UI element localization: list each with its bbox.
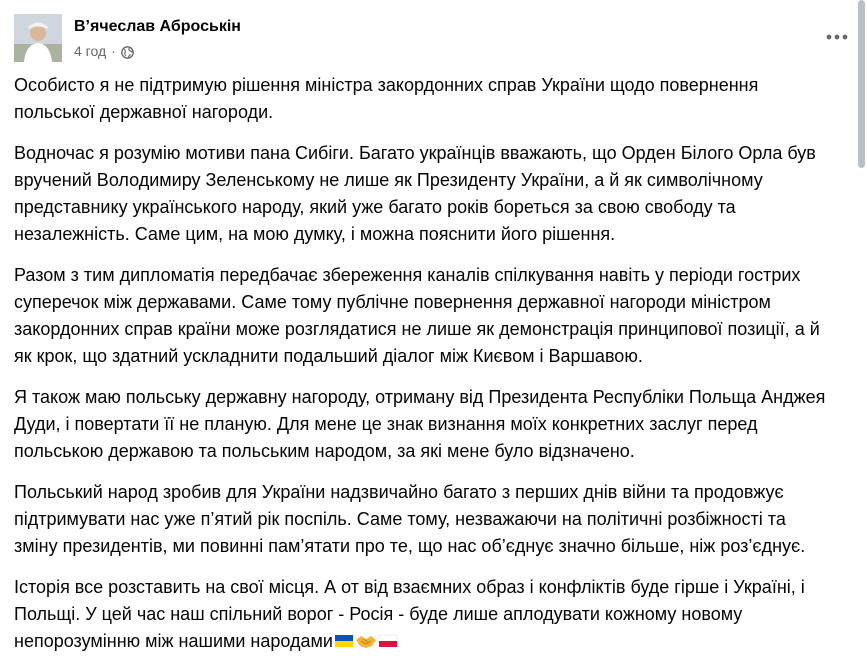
post-paragraph: Польський народ зробив для України надзвичайно багато з перших днів війни та продовжує підтримувати нас уже п’ятий рік поспіль. Саме тому, незважаючи на політичні розбіжності та зміну президентів, ми повинні пам’ятати про те, що нас об’єднує значно більше, ніж роз’єднує.: [14, 482, 806, 556]
author-name[interactable]: В’ячеслав Аброськін: [74, 18, 241, 35]
post-paragraph: Разом з тим дипломатія передбачає збереження каналів спілкування навіть у періоди гострих суперечок між державами. Саме тому публічне повернення державної нагороди міністром закордонних справ країни може розглядатися не лише як демонстрація принципової позиції, а й як крок, що здатний ускладнити подальший діалог між Києвом і Варшавою.: [14, 265, 820, 366]
avatar[interactable]: [14, 14, 62, 62]
post-header: [14, 14, 241, 62]
post-body: [14, 72, 834, 671]
post-paragraph: Особисто я не підтримую рішення міністра закордонних справ України щодо повернення польської державної нагороди.: [14, 75, 759, 122]
handshake-icon: [355, 630, 377, 657]
more-options-icon[interactable]: [819, 22, 855, 52]
post-paragraph: Водночас я розумію мотиви пана Сибіги. Багато українців вважають, що Орден Білого Орла був вручений Володимиру Зеленському не лише як Президенту України, а й як символічному представнику українського народу, який уже багато років бореться за свою свободу та незалежність. Саме цим, на мою думку, і можна пояснити його рішення.: [14, 143, 816, 244]
post-paragraph: Я також маю польську державну нагороду, отриману від Президента Республіки Польща Анджея Дуди, і повертати її не планую. Для мене це знак визнання моїх конкретних заслуг перед польською державою та польським народом, за які мене було відзначено.: [14, 387, 826, 461]
post-paragraph-last: [14, 574, 834, 657]
post-meta: [74, 17, 241, 60]
separator-dot: ·: [111, 43, 116, 59]
flag-poland-icon: [378, 630, 398, 657]
globe-icon[interactable]: [121, 45, 134, 58]
post-subline: [74, 42, 241, 60]
scrollbar-thumb[interactable]: [858, 0, 865, 168]
flag-ukraine-icon: [334, 630, 354, 657]
post-time[interactable]: 4 год: [74, 43, 107, 59]
post-paragraph-text: Історія все розставить на свої місця. А от від взаємних образ і конфліктів буде гірше і Україні, і Польщі. У цей час наш спільний ворог - Росія - буде лише аплодувати кожному новому непорозумінню між нашими народами: [14, 577, 805, 651]
